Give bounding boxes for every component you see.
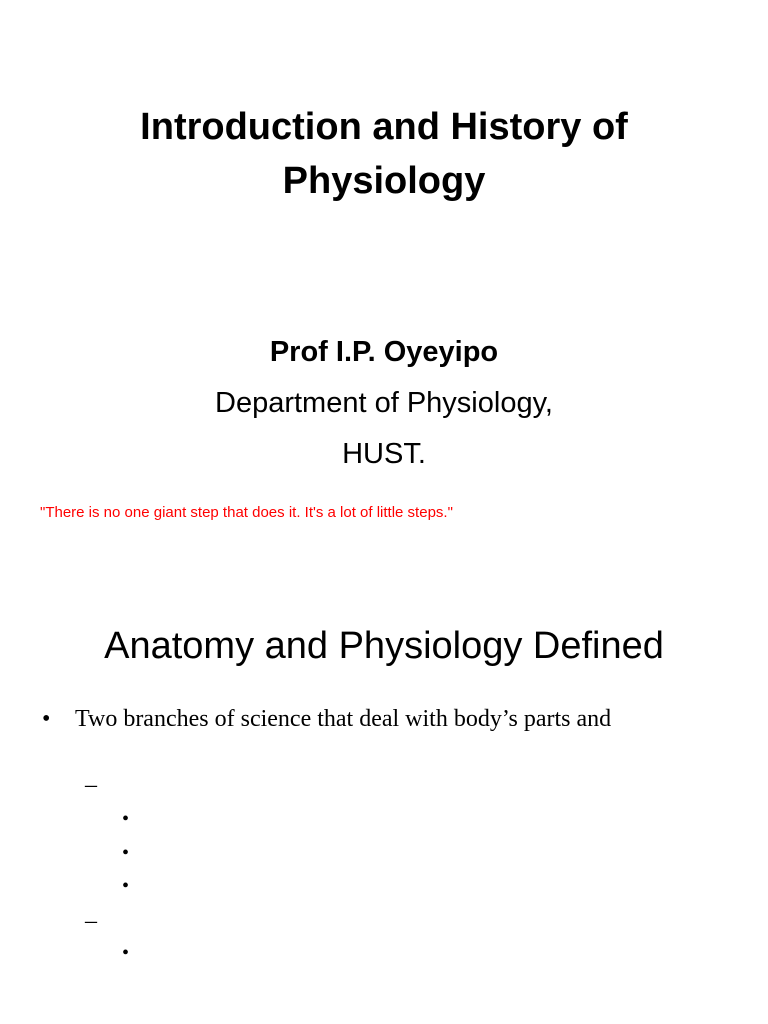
- sub-bullet-dash: –: [85, 772, 97, 798]
- slide-heading: Anatomy and Physiology Defined: [104, 625, 664, 667]
- sub-sub-bullet: •: [122, 875, 130, 897]
- slide-definitions: [0, 560, 768, 1024]
- sub-sub-bullet: •: [122, 942, 130, 964]
- institution-name: HUST.: [342, 438, 426, 470]
- quote-text: "There is no one giant step that does it. It's a lot of little steps.": [40, 504, 453, 521]
- slide-title-heading: [0, 100, 768, 208]
- presenter-block: [0, 327, 768, 480]
- sub-sub-bullet: •: [122, 808, 130, 830]
- presenter-name: Prof I.P. Oyeyipo: [269, 336, 499, 368]
- sub-sub-bullet: •: [122, 842, 130, 864]
- title-line-2: Physiology: [282, 160, 486, 202]
- department-name: Department of Physiology,: [215, 387, 553, 419]
- title-line-1: Introduction and History of: [140, 106, 628, 148]
- bullet-text: Two branches of science that deal with body’s parts and: [75, 706, 612, 732]
- bullet-marker: •: [42, 706, 51, 732]
- bullet-item: [42, 706, 611, 733]
- sub-bullet-dash: –: [85, 908, 97, 934]
